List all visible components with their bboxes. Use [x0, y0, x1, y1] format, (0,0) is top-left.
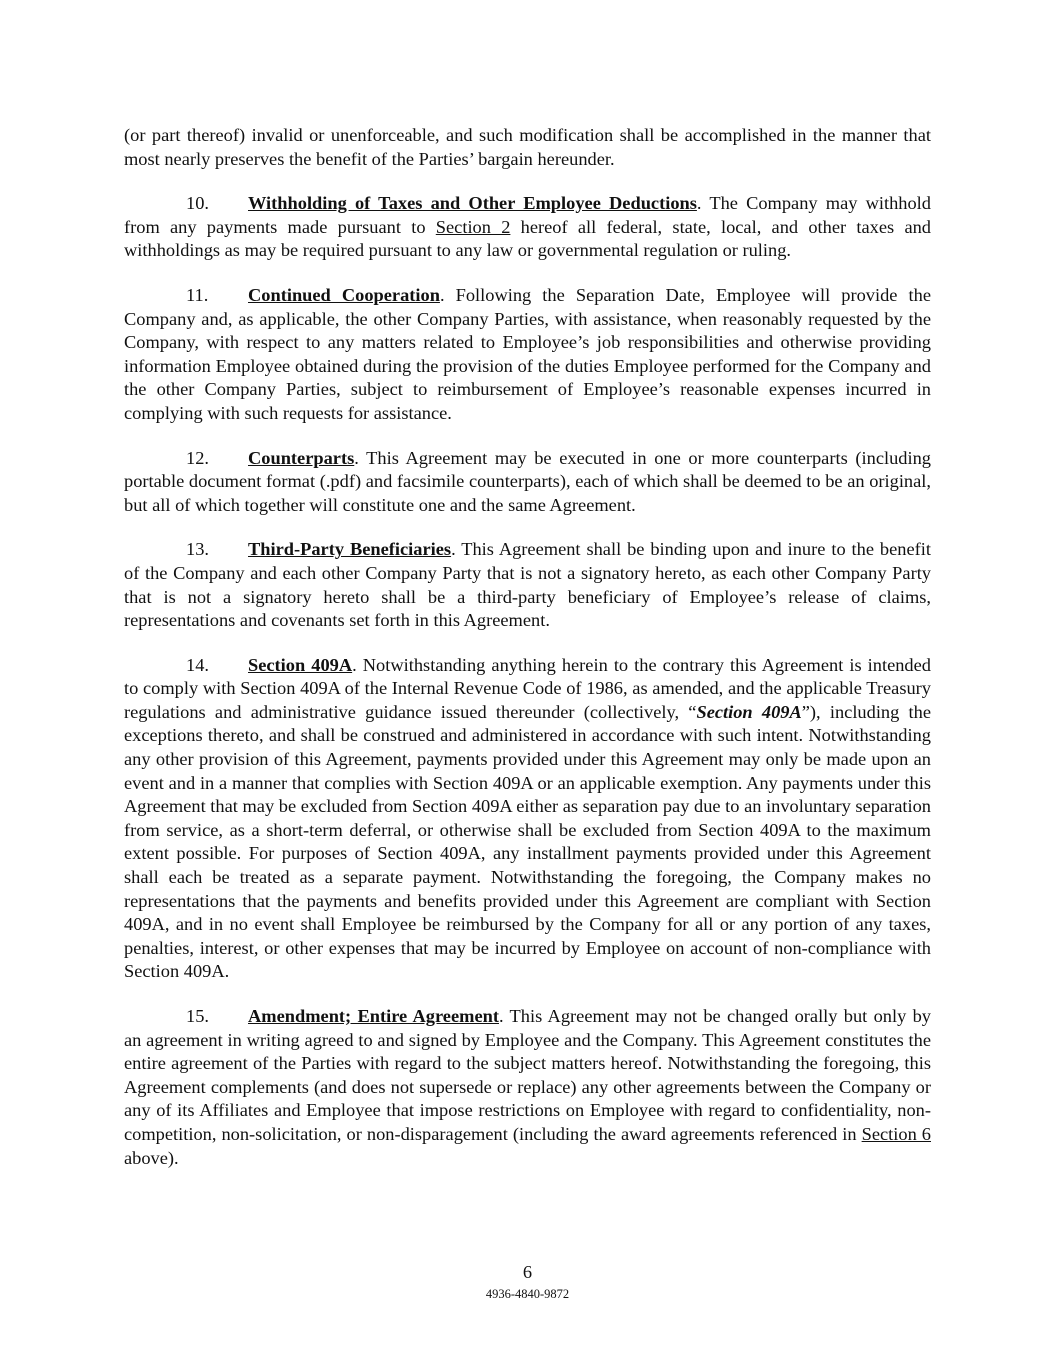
- section-reference: Section 2: [435, 216, 511, 237]
- document-body: [124, 124, 931, 1191]
- continuation-paragraph: (or part thereof) invalid or unenforceable, and such modification shall be accomplished in the manner that most nearly preserves the benefit of the Parties’ bargain hereunder.: [124, 125, 931, 169]
- page-number: 6: [522, 1262, 533, 1282]
- section-number: 10.: [186, 193, 209, 214]
- section-heading: Amendment; Entire Agreement: [248, 1006, 499, 1026]
- section-heading: Continued Cooperation: [248, 284, 440, 305]
- defined-term: Section 409A: [696, 701, 802, 722]
- section-number: 12.: [186, 447, 209, 468]
- section-14-paragraph: 14. Section 409A. Notwithstanding anything herein to the contrary this Agreement is intended to comply with Section 409A of the Internal Revenue Code of 1986, as amended, and the applicable Treasury regulations and administrative guidance issued thereunder (collectively, “Section 409A”), including the exceptions thereto, and shall be construed and administered in accordance with such intent. Notwithstanding any other provision of this Agreement, payments provided under this Agreement may only be made upon an event and in a manner that complies with Section 409A or an applicable exemption. Any payments under this Agreement that may be excluded from Section 409A either as separation pay due to an involuntary separation from service, as a short-term deferral, or otherwise shall be excluded from Section 409A to the maximum extent possible. For purposes of Section 409A, any installment payments provided under this Agreement shall each be treated as a separate payment. Notwithstanding the foregoing, the Company makes no representations that the payments and benefits provided under this Agreement are compliant with Section 409A, and in no event shall Employee be reimbursed by the Company for all or any portion of any taxes, penalties, interest, or other expenses that may be incurred by Employee on account of non-compliance with Section 409A.: [124, 654, 932, 982]
- section-13-paragraph: 13. Third-Party Beneficiaries. This Agreement shall be binding upon and inure to the benefit of the Company and each other Company Party that is not a signatory hereto, as each other Company Party that is not a signatory hereto shall be a third-party beneficiary of Employee’s release of claims, representations and covenants set forth in this Agreement.: [124, 539, 931, 631]
- section-heading: Counterparts: [248, 447, 355, 468]
- section-number: 11.: [186, 284, 209, 305]
- section-11-paragraph: 11. Continued Cooperation. Following the Separation Date, Employee will provide the Company and, as applicable, the other Company Parties, with assistance, when reasonably requested by the Company, with respect to any matters related to Employee’s job responsibilities and otherwise providing information Employee obtained during the provision of the duties Employee performed for the Company and the other Company Parties, subject to reimbursement of Employee’s reasonable expenses incurred in complying with such requests for assistance.: [124, 284, 931, 423]
- section-10-paragraph: 10. Withholding of Taxes and Other Employee Deductions. The Company may withhold from any payments made pursuant to Section 2 hereof all federal, state, local, and other taxes and withholdings as may be required pursuant to any law or governmental regulation or ruling.: [124, 193, 931, 261]
- document-id: 4936-4840-9872: [485, 1287, 570, 1301]
- section-12-paragraph: 12. Counterparts. This Agreement may be executed in one or more counterparts (including portable document format (.pdf) and facsimile counterparts), each of which shall be deemed to be an original, but all of which together will constitute one and the same Agreement.: [124, 447, 931, 515]
- section-number: 15.: [186, 1006, 209, 1026]
- section-15-paragraph: 15. Amendment; Entire Agreement. This Agreement may not be changed orally but only by an agreement in writing agreed to and signed by Employee and the Company. This Agreement constitutes the entire agreement of the Parties with regard to the subject matters hereof. Notwithstanding the foregoing, this Agreement complements (and does not supersede or replace) any other agreements between the Company or any of its Affiliates and Employee that impose restrictions on Employee with regard to confidentiality, non-competition, non-solicitation, or non-disparagement (including the award agreements referenced in Section 6 above).: [124, 1006, 931, 1168]
- section-heading: Withholding of Taxes and Other Employee Deductions: [248, 193, 697, 214]
- section-number: 13.: [186, 539, 209, 560]
- section-number: 14.: [186, 654, 209, 675]
- section-heading: Section 409A: [248, 654, 353, 675]
- section-reference: Section 6: [861, 1123, 931, 1144]
- section-heading: Third-Party Beneficiaries: [248, 539, 452, 560]
